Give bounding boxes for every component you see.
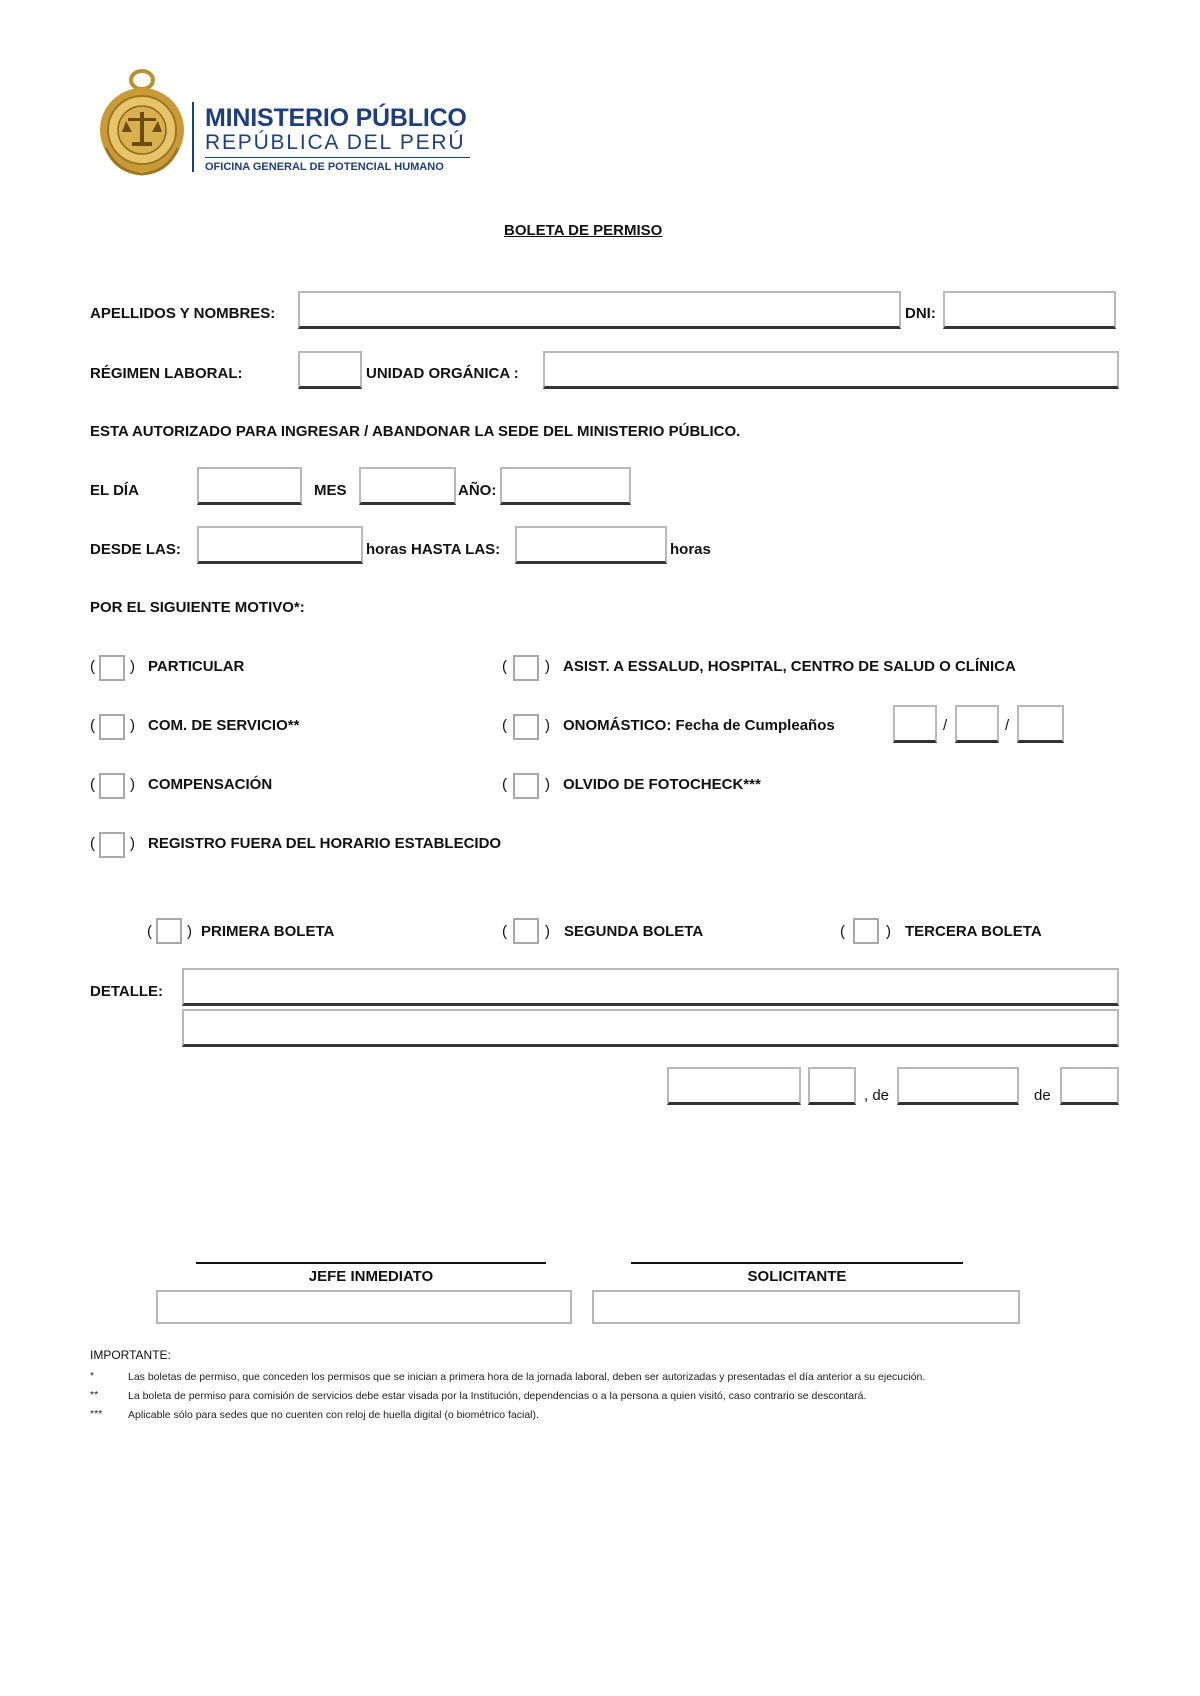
- jefe-input[interactable]: [156, 1290, 572, 1324]
- paren-open: (: [502, 923, 507, 940]
- compensacion-checkbox[interactable]: [99, 773, 125, 799]
- solicitante-label: SOLICITANTE: [747, 1268, 847, 1285]
- org-office-rule: [205, 157, 470, 158]
- com-servicio-checkbox[interactable]: [99, 714, 125, 740]
- solicitante-signature-line: [631, 1262, 963, 1264]
- dia-label: EL DÍA: [90, 482, 139, 499]
- com-servicio-label: COM. DE SERVICIO**: [148, 717, 300, 734]
- jefe-signature-line: [196, 1262, 546, 1264]
- cumple-mes-input[interactable]: [955, 705, 999, 743]
- asist-label: ASIST. A ESSALUD, HOSPITAL, CENTRO DE SALUD O CLÍNICA: [563, 658, 1016, 675]
- apellidos-input[interactable]: [298, 291, 901, 329]
- note-mark: *: [90, 1370, 95, 1382]
- note-mark: **: [90, 1389, 99, 1401]
- logo-divider: [192, 102, 194, 172]
- date-separator: /: [943, 717, 948, 734]
- desde-label: DESDE LAS:: [90, 541, 181, 558]
- cumple-dia-input[interactable]: [893, 705, 937, 743]
- anio-label: AÑO:: [458, 482, 497, 499]
- note-text: La boleta de permiso para comisión de servicios debe estar visada por la Institución, dependencias o a la persona a quien visitó, caso contrario se descontará.: [128, 1390, 867, 1402]
- notes-title: IMPORTANTE:: [90, 1348, 171, 1362]
- jefe-label: JEFE INMEDIATO: [308, 1268, 434, 1285]
- segunda-boleta-checkbox[interactable]: [513, 918, 539, 944]
- regimen-input[interactable]: [298, 351, 362, 389]
- date-separator: /: [1005, 717, 1010, 734]
- note-text: Aplicable sólo para sedes que no cuenten con reloj de huella digital (o biométrico facial).: [128, 1409, 539, 1421]
- onomastico-checkbox[interactable]: [513, 714, 539, 740]
- paren-close: ): [545, 717, 550, 734]
- paren-open: (: [90, 835, 95, 852]
- detalle-input-line2[interactable]: [182, 1009, 1119, 1047]
- horas-hasta-label: horas HASTA LAS:: [366, 541, 501, 558]
- dni-label: DNI:: [905, 305, 936, 322]
- fecha-dia-input[interactable]: [808, 1067, 856, 1105]
- compensacion-label: COMPENSACIÓN: [148, 776, 273, 793]
- registro-label: REGISTRO FUERA DEL HORARIO ESTABLECIDO: [148, 835, 502, 852]
- anio-input[interactable]: [500, 467, 631, 505]
- hasta-input[interactable]: [515, 526, 667, 564]
- org-office: OFICINA GENERAL DE POTENCIAL HUMANO: [205, 161, 444, 173]
- de-comma-label: , de: [864, 1087, 890, 1104]
- dni-input[interactable]: [943, 291, 1116, 329]
- lugar-input[interactable]: [667, 1067, 801, 1105]
- tercera-boleta-label: TERCERA BOLETA: [905, 923, 1042, 940]
- primera-boleta-label: PRIMERA BOLETA: [201, 923, 335, 940]
- fecha-mes-input[interactable]: [897, 1067, 1019, 1105]
- paren-close: ): [130, 717, 135, 734]
- regimen-label: RÉGIMEN LABORAL:: [90, 365, 243, 382]
- unidad-label: UNIDAD ORGÁNICA :: [366, 365, 519, 382]
- particular-checkbox[interactable]: [99, 655, 125, 681]
- detalle-input-line1[interactable]: [182, 968, 1119, 1006]
- paren-open: (: [502, 658, 507, 675]
- paren-close: ): [545, 658, 550, 675]
- paren-open: (: [90, 776, 95, 793]
- paren-close: ): [187, 923, 192, 940]
- paren-open: (: [147, 923, 152, 940]
- detalle-label: DETALLE:: [90, 983, 164, 1000]
- solicitante-input[interactable]: [592, 1290, 1020, 1324]
- cumple-anio-input[interactable]: [1017, 705, 1064, 743]
- paren-open: (: [90, 658, 95, 675]
- olvido-checkbox[interactable]: [513, 773, 539, 799]
- dia-input[interactable]: [197, 467, 302, 505]
- org-sub: REPÚBLICA DEL PERÚ: [205, 131, 466, 154]
- paren-close: ): [886, 923, 891, 940]
- motivo-label: POR EL SIGUIENTE MOTIVO*:: [90, 599, 305, 616]
- paren-open: (: [502, 717, 507, 734]
- unidad-input[interactable]: [543, 351, 1119, 389]
- paren-open: (: [90, 717, 95, 734]
- onomastico-label: ONOMÁSTICO: Fecha de Cumpleaños: [563, 717, 835, 734]
- horas-label: horas: [670, 541, 711, 558]
- mes-input[interactable]: [359, 467, 456, 505]
- note-text: Las boletas de permiso, que conceden los permisos que se inician a primera hora de la jornada laboral, deben ser autorizadas y presentadas el día anterior a su ejecución.: [128, 1371, 926, 1383]
- tercera-boleta-checkbox[interactable]: [853, 918, 879, 944]
- apellidos-label: APELLIDOS Y NOMBRES:: [90, 305, 276, 322]
- paren-close: ): [545, 776, 550, 793]
- note-mark: ***: [90, 1408, 103, 1420]
- desde-input[interactable]: [197, 526, 363, 564]
- form-title: BOLETA DE PERMISO: [504, 222, 663, 239]
- segunda-boleta-label: SEGUNDA BOLETA: [564, 923, 704, 940]
- paren-close: ): [545, 923, 550, 940]
- paren-close: ): [130, 776, 135, 793]
- mes-label: MES: [314, 482, 347, 499]
- seal-logo: [96, 68, 188, 180]
- fecha-anio-input[interactable]: [1060, 1067, 1119, 1105]
- registro-checkbox[interactable]: [99, 832, 125, 858]
- particular-label: PARTICULAR: [148, 658, 245, 675]
- olvido-label: OLVIDO DE FOTOCHECK***: [563, 776, 761, 793]
- paren-open: (: [840, 923, 845, 940]
- paren-open: (: [502, 776, 507, 793]
- autorizado-text: ESTA AUTORIZADO PARA INGRESAR / ABANDONAR LA SEDE DEL MINISTERIO PÚBLICO.: [90, 423, 741, 440]
- de-label: de: [1034, 1087, 1051, 1104]
- org-name: MINISTERIO PÚBLICO: [205, 104, 467, 132]
- paren-close: ): [130, 835, 135, 852]
- paren-close: ): [130, 658, 135, 675]
- asist-checkbox[interactable]: [513, 655, 539, 681]
- primera-boleta-checkbox[interactable]: [156, 918, 182, 944]
